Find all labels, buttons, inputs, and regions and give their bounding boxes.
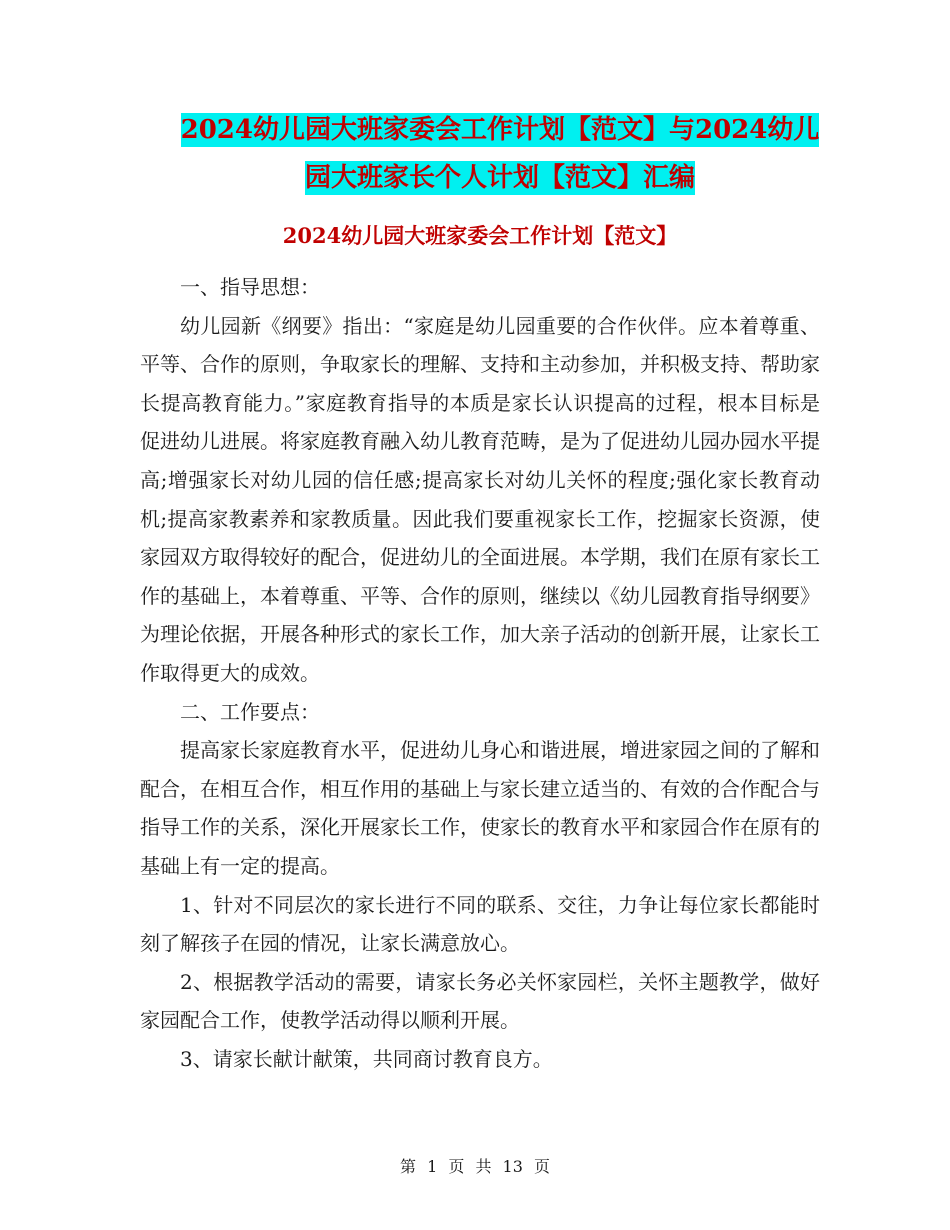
list-item-3: 3、请家长献计献策，共同商讨教育良方。 bbox=[180, 1046, 553, 1071]
paragraph-work-points: 提高家长家庭教育水平，促进幼儿身心和谐进展，增进家园之间的了解和配合，在相互合作，相互作用的基础上与家长建立适当的、有效的合作配合与指导工作的关系，深化开展家长工作，使家长的教育水平和家园合作在原有的基础上有一定的提高。 bbox=[140, 738, 820, 878]
title-line-2: 园大班家长个人计划【范文】汇编 bbox=[304, 163, 695, 193]
list-item-2: 2、根据教学活动的需要，请家长务必关怀家园栏，关怀主题教学，做好家园配合工作，使教学活动得以顺利开展。 bbox=[140, 969, 820, 1033]
body-text bbox=[140, 268, 820, 1078]
title-line-1: 2024幼儿园大班家委会工作计划【范文】与2024幼儿 bbox=[180, 115, 820, 145]
list-item-1: 1、针对不同层次的家长进行不同的联系、交往，力争让每位家长都能时刻了解孩子在园的情况，让家长满意放心。 bbox=[140, 892, 820, 956]
section-title: 2024幼儿园大班家委会工作计划【范文】 bbox=[282, 223, 678, 248]
page-footer: 第 1 页 共 13 页 bbox=[400, 1157, 550, 1176]
document-title bbox=[140, 106, 860, 202]
paragraph-guiding-ideology: 幼儿园新《纲要》指出：“家庭是幼儿园重要的合作伙伴。应本着尊重、平等、合作的原则，争取家长的理解、支持和主动参加，并积极支持、帮助家长提高教育能力。”家庭教育指导的本质是家长认识提高的过程，根本目标是促进幼儿进展。将家庭教育融入幼儿教育范畴，是为了促进幼儿园办园水平提高;增强家长对幼儿园的信任感;提高家长对幼儿关怀的程度;强化家长教育动机;提高家教素养和家教质量。因此我们要重视家长工作，挖掘家长资源，使家园双方取得较好的配合，促进幼儿的全面进展。本学期，我们在原有家长工作的基础上，本着尊重、平等、合作的原则，继续以《幼儿园教育指导纲要》为理论依据，开展各种形式的家长工作，加大亲子活动的创新开展，让家长工作取得更大的成效。 bbox=[140, 313, 820, 685]
heading-work-points: 二、工作要点： bbox=[180, 699, 320, 724]
heading-guiding-ideology: 一、指导思想： bbox=[180, 275, 320, 299]
